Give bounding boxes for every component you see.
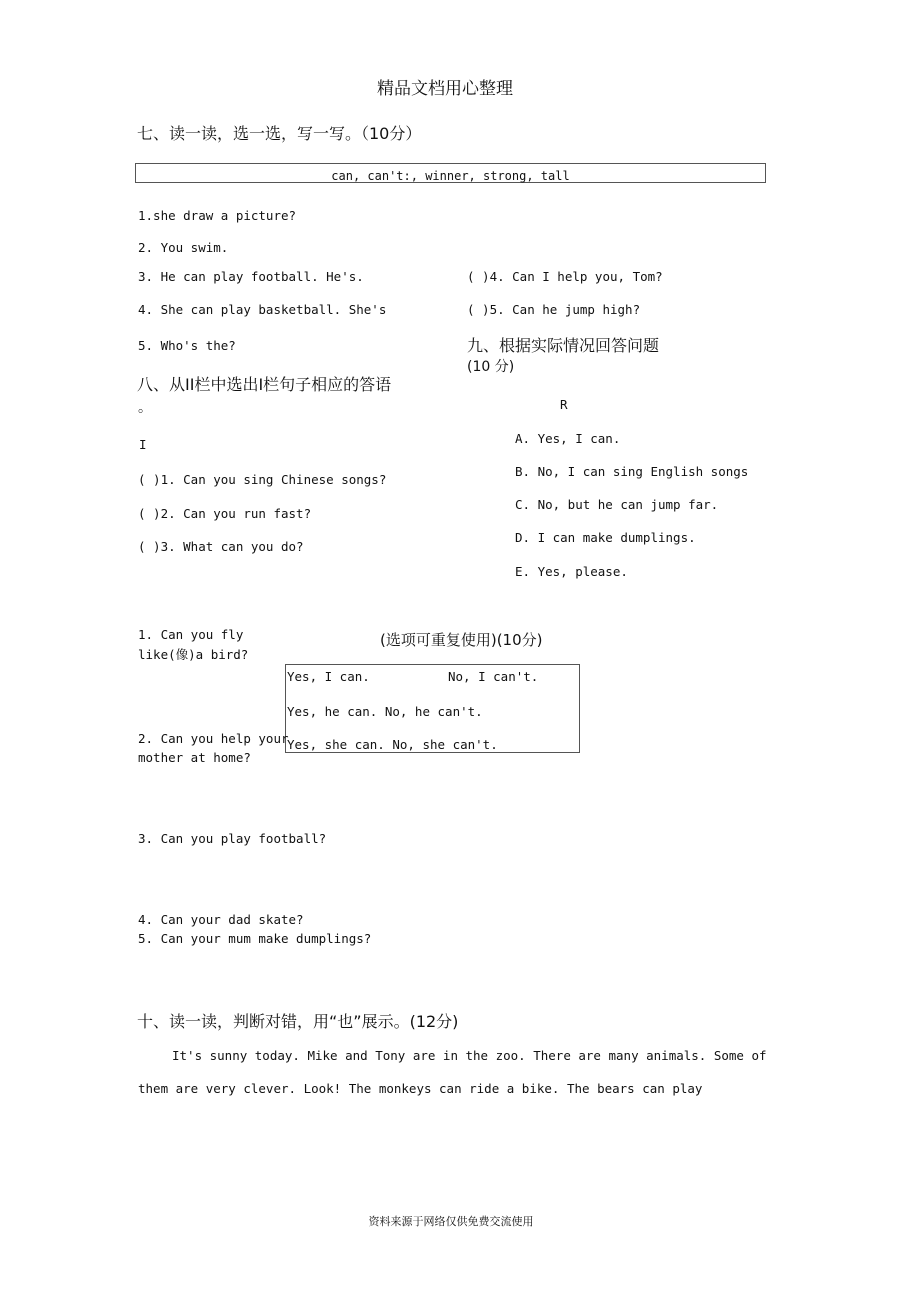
section8-question-2: ( )2. Can you run fast? bbox=[138, 506, 312, 521]
section9-note: (选项可重复使用)(10分) bbox=[380, 631, 543, 649]
column-two-label: R bbox=[560, 397, 568, 412]
section9-question-2-line1: 2. Can you help your bbox=[138, 731, 289, 746]
section8-question-5: ( )5. Can he jump high? bbox=[467, 302, 641, 317]
section9-heading-cont: (10 分) bbox=[467, 359, 515, 375]
section8-question-3: ( )3. What can you do? bbox=[138, 539, 304, 554]
answer-she: Yes, she can. No, she can't. bbox=[287, 737, 498, 752]
option-a: A. Yes, I can. bbox=[515, 431, 621, 446]
section10-heading: 十、读一读，判断对错，用“也”展示。(12分) bbox=[137, 1012, 459, 1031]
page-title: 精品文档用心整理 bbox=[377, 79, 513, 99]
reading-line-1: It's sunny today. Mike and Tony are in the zoo. There are many animals. Some of bbox=[172, 1048, 767, 1063]
section8-question-1: ( )1. Can you sing Chinese songs? bbox=[138, 472, 387, 487]
section8-heading: 八、从II栏中选出I栏句子相应的答语 bbox=[137, 375, 392, 394]
section9-question-2-line2: mother at home? bbox=[138, 750, 251, 765]
section9-heading: 九、根据实际情况回答问题 bbox=[467, 336, 660, 355]
option-d: D. I can make dumplings. bbox=[515, 530, 696, 545]
section7-question-2: 2. You swim. bbox=[138, 240, 229, 255]
column-one-label: I bbox=[139, 437, 147, 452]
section7-question-4: 4. She can play basketball. She's bbox=[138, 302, 387, 317]
answer-no-i-cant: No, I can't. bbox=[448, 669, 539, 684]
word-bank-box bbox=[135, 163, 766, 183]
section8-question-4: ( )4. Can I help you, Tom? bbox=[467, 269, 663, 284]
option-b: B. No, I can sing English songs bbox=[515, 464, 749, 479]
section9-question-3: 3. Can you play football? bbox=[138, 831, 327, 846]
section9-question-5: 5. Can your mum make dumplings? bbox=[138, 931, 372, 946]
section7-question-3: 3. He can play football. He's. bbox=[138, 269, 364, 284]
answer-he: Yes, he can. No, he can't. bbox=[287, 704, 483, 719]
section9-question-1-line2: like(像)a bird? bbox=[138, 647, 249, 662]
option-e: E. Yes, please. bbox=[515, 564, 628, 579]
reading-line-2: them are very clever. Look! The monkeys can ride a bike. The bears can play bbox=[138, 1081, 703, 1096]
section9-question-1-line1: 1. Can you fly bbox=[138, 627, 244, 642]
answer-yes-i-can: Yes, I can. bbox=[287, 669, 370, 684]
section9-question-4: 4. Can your dad skate? bbox=[138, 912, 304, 927]
footer-note: 资料来源于网络仅供免费交流使用 bbox=[368, 1215, 534, 1228]
section7-heading: 七、读一读，选一选，写一写。（10分） bbox=[137, 124, 422, 143]
section8-heading-cont: 。 bbox=[138, 400, 152, 416]
option-c: C. No, but he can jump far. bbox=[515, 497, 719, 512]
section7-question-5: 5. Who's the? bbox=[138, 338, 236, 353]
section7-question-1: 1.she draw a picture? bbox=[138, 208, 297, 223]
word-bank-text: can, can't:, winner, strong, tall bbox=[331, 169, 570, 183]
